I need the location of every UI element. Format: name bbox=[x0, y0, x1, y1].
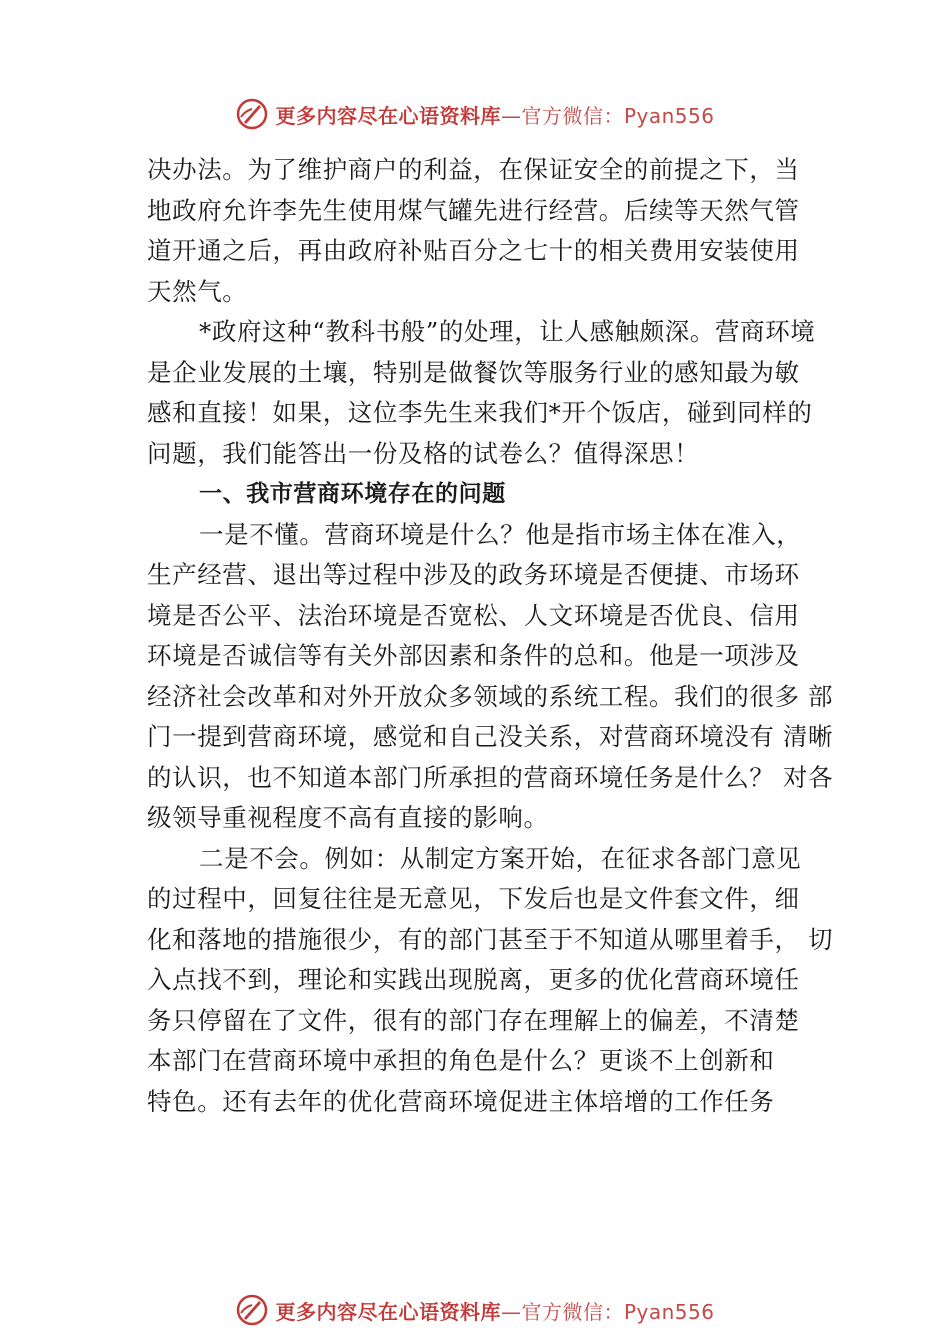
text-line: 入点找不到，理论和实践出现脱离，更多的优化营商环境任 bbox=[147, 965, 800, 994]
paragraph bbox=[147, 150, 837, 312]
watermark-brand: 更多内容尽在心语资料库 bbox=[275, 1299, 501, 1324]
document-body bbox=[147, 150, 837, 1122]
watermark-contact: 官方微信：Pyan556 bbox=[521, 1299, 715, 1324]
text-line: 环境是否诚信等有关外部因素和条件的总和。他是一项涉及 bbox=[147, 641, 800, 670]
heading-text: 一、我市营商环境存在的问题 bbox=[199, 481, 506, 507]
text-line: 感和直接！如果，这位李先生来我们*开个饭店，碰到同样的 bbox=[147, 398, 813, 427]
watermark-text bbox=[275, 1296, 714, 1325]
text-line: 地政府允许李先生使用煤气罐先进行经营。后续等天然气管 bbox=[147, 195, 800, 225]
header-watermark bbox=[0, 94, 950, 134]
text-line: 特色。还有去年的优化营商环境促进主体培增的工作任务 bbox=[147, 1086, 775, 1116]
text-line: 天然气。 bbox=[147, 276, 248, 306]
text-line: 本部门在营商环境中承担的角色是什么？更谈不上创新和 bbox=[147, 1046, 775, 1075]
text-line: 道开通之后，再由政府补贴百分之七十的相关费用安装使用 bbox=[147, 236, 800, 265]
text-line: 决办法。为了维护商户的利益，在保证安全的前提之下，当 bbox=[147, 155, 800, 184]
text-line: 一是不懂。营商环境是什么？他是指市场主体在准入， bbox=[199, 519, 802, 549]
footer-watermark bbox=[0, 1290, 950, 1330]
text-line: 生产经营、退出等过程中涉及的政务环境是否便捷、市场环 bbox=[147, 560, 800, 589]
text-line: 问题，我们能答出一份及格的试卷么？值得深思！ bbox=[147, 438, 700, 468]
section-heading bbox=[147, 474, 837, 515]
quill-pen-logo-icon bbox=[235, 97, 269, 131]
text-line: 是企业发展的土壤，特别是做餐饮等服务行业的感知最为敏 bbox=[147, 357, 800, 387]
text-line: 级领导重视程度不高有直接的影响。 bbox=[147, 803, 549, 832]
text-line: 化和落地的措施很少，有的部门甚至于不知道从哪里着手， 切 bbox=[147, 924, 834, 954]
text-line: 门一提到营商环境，感觉和自己没关系，对营商环境没有 清晰 bbox=[147, 722, 834, 751]
text-line: *政府这种“教科书般”的处理，让人感触颇深。营商环境 bbox=[199, 317, 816, 346]
watermark-dash: — bbox=[500, 1299, 522, 1324]
text-line: 境是否公平、法治环境是否宽松、人文环境是否优良、信用 bbox=[147, 600, 800, 630]
paragraph bbox=[147, 312, 837, 474]
paragraph bbox=[147, 839, 837, 1123]
text-line: 务只停留在了文件，很有的部门存在理解上的偏差，不清楚 bbox=[147, 1005, 800, 1035]
text-line: 的认识，也不知道本部门所承担的营商环境任务是什么？ 对各 bbox=[147, 762, 834, 792]
quill-pen-logo-icon bbox=[235, 1293, 269, 1327]
watermark-brand: 更多内容尽在心语资料库 bbox=[275, 103, 501, 128]
text-line: 二是不会。例如：从制定方案开始，在征求各部门意见 bbox=[199, 843, 802, 873]
paragraph bbox=[147, 515, 837, 839]
text-line: 经济社会改革和对外开放众多领域的系统工程。我们的很多 部 bbox=[147, 681, 834, 711]
text-line: 的过程中，回复往往是无意见，下发后也是文件套文件，细 bbox=[147, 884, 800, 913]
watermark-contact: 官方微信：Pyan556 bbox=[521, 103, 715, 128]
watermark-dash: — bbox=[500, 103, 522, 128]
watermark-text bbox=[275, 100, 714, 129]
